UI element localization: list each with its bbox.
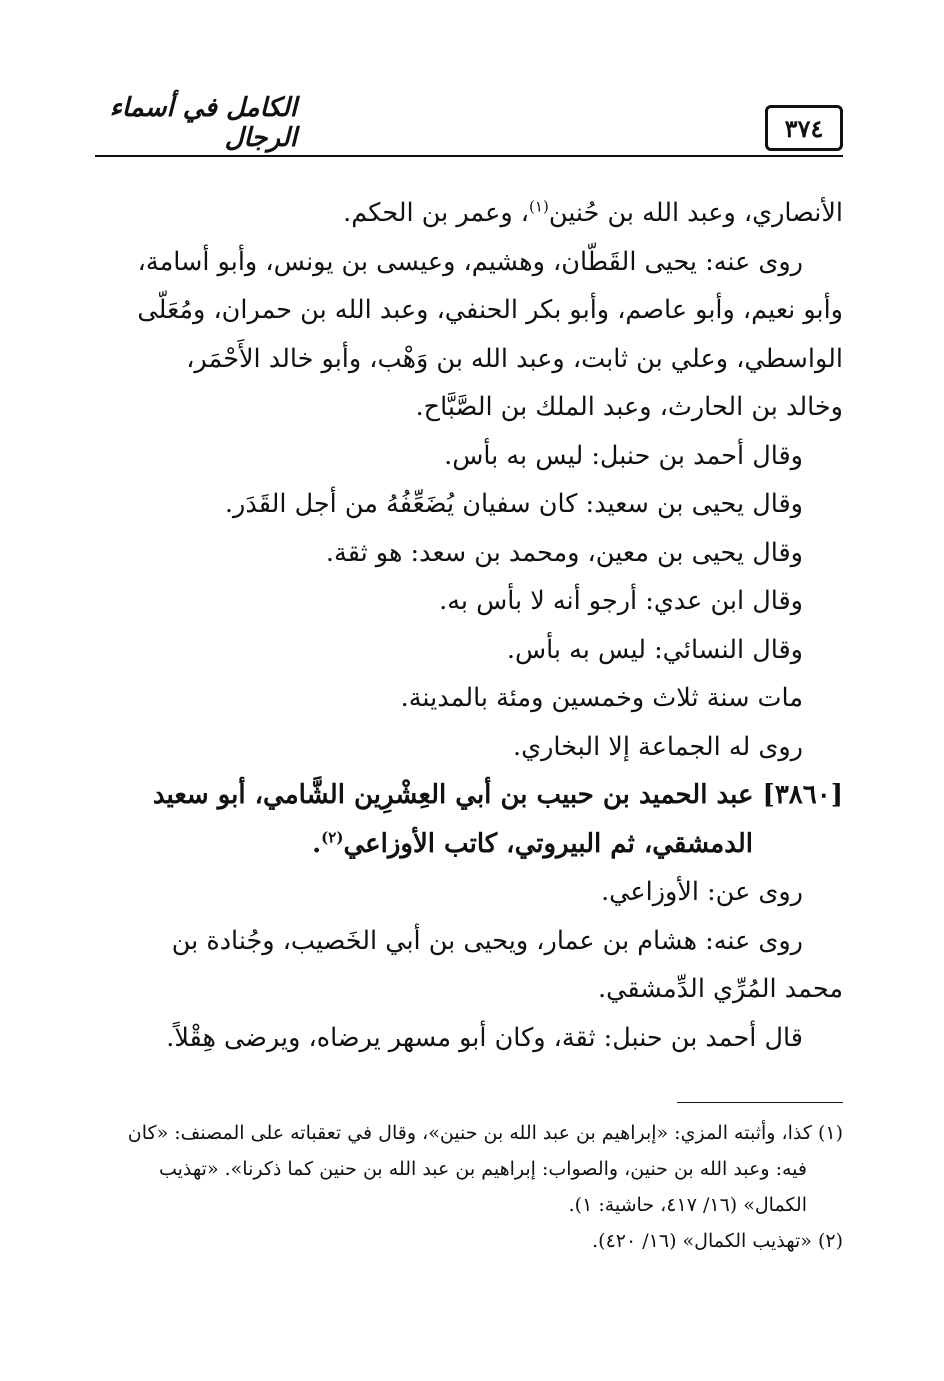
footnote-line: فيه: وعبد الله بن حنين، والصواب: إبراهيم بن عبد الله بن حنين كما ذكرنا». «تهذيب [158, 1158, 807, 1180]
text-line: قال أحمد بن حنبل: ثقة، وكان أبو مسهر يرضاه، ويرضى هِقْلاً. [166, 1022, 803, 1053]
entry-heading-line: الدمشقي، ثم البيروتي، كاتب الأوزاعي$^{(٢)}$. [312, 827, 753, 859]
text-line: محمد المُرِّي الدِّمشقي. [598, 974, 843, 1004]
book-title-calligraphy: الكامل في أسماء الرجال [109, 93, 297, 153]
footnote-line: (٢) «تهذيب الكمال» (١٦/ ٤٢٠). [592, 1230, 843, 1252]
main-text [103, 189, 843, 1062]
text-line: وقال يحيى بن معين، ومحمد بن سعد: هو ثقة. [325, 537, 803, 568]
footnote-ref[interactable]: (٢) [321, 827, 344, 846]
footnote-divider [677, 1102, 843, 1103]
text-line: روى عنه: يحيى القَطّان، وهشيم، وعيسى بن يونس، وأبو أسامة، [137, 246, 803, 277]
footnote-line: الكمال» (١٦/ ٤١٧، حاشية: ١). [568, 1194, 807, 1216]
footnote-ref[interactable]: (١) [529, 197, 549, 216]
page-number: ٣٧٤ [765, 105, 843, 151]
footnotes [103, 1115, 843, 1259]
book-page [95, 95, 843, 1315]
text-line: الأنصاري، وعبد الله بن حُنين$^{(١)}$، وعمر بن الحكم. [343, 197, 843, 228]
text-line: مات سنة ثلاث وخمسين ومئة بالمدينة. [400, 683, 803, 713]
text-line: وقال يحيى بن سعيد: كان سفيان يُضَعِّفُهُ من أجل القَدَر. [224, 489, 803, 519]
entry-heading-line: [٣٨٦٠] عبد الحميد بن حبيب بن أبي العِشْرِين الشَّامي، أبو سعيد [152, 780, 843, 810]
text-line: وخالد بن الحارث، وعبد الملك بن الصَّبَّاح. [415, 392, 843, 422]
entry-heading [103, 771, 843, 868]
header-rule [95, 155, 843, 157]
text-line: وأبو نعيم، وأبو عاصم، وأبو بكر الحنفي، وعبد الله بن حمران، ومُعَلّى [137, 295, 843, 325]
text-line: روى عنه: هشام بن عمار، ويحيى بن أبي الخَصيب، وجُنادة بن [171, 925, 803, 956]
text-line: وقال أحمد بن حنبل: ليس به بأس. [444, 440, 803, 471]
page-header [95, 95, 843, 157]
text-line: الواسطي، وعلي بن ثابت، وعبد الله بن وَهْب، وأبو خالد الأَحْمَر، [186, 343, 843, 374]
text-line: روى له الجماعة إلا البخاري. [513, 731, 803, 762]
text-line: وقال ابن عدي: أرجو أنه لا بأس به. [439, 586, 803, 616]
text-line: روى عن: الأوزاعي. [601, 877, 803, 907]
text-line: وقال النسائي: ليس به بأس. [506, 634, 803, 665]
footnote-line: (١) كذا، وأثبته المزي: «إبراهيم بن عبد الله بن حنين»، وقال في تعقباته على المصنف: «كان [127, 1122, 843, 1144]
